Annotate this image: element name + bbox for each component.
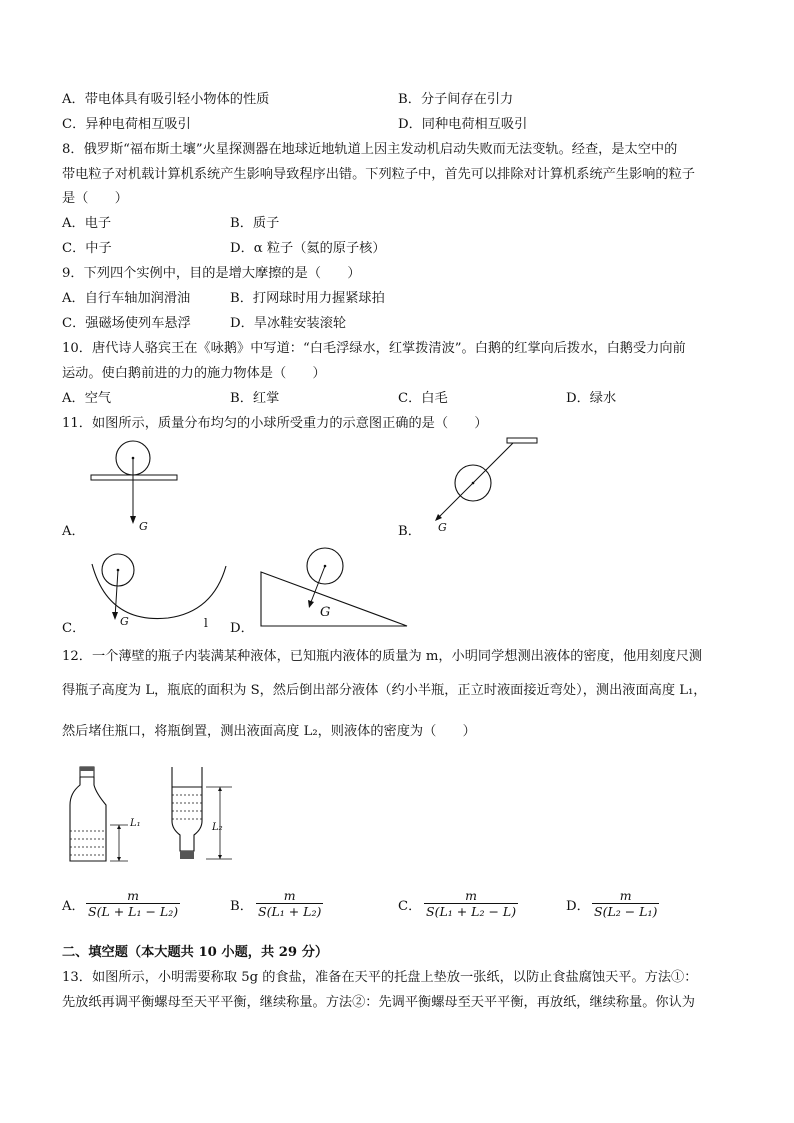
q12-option-c-numerator: m [424, 888, 518, 904]
q12-stem-line1: 12．一个薄壁的瓶子内装满某种液体，已知瓶内液体的质量为 m，小明同学想测出液体的密度，他用刻度尺测 [62, 649, 703, 664]
q13-stem-line2: 先放纸再调平衡螺母至天平平衡，继续称量。方法②：先调平衡螺母至天平平衡，再放纸，继续称量。你认为 [62, 995, 695, 1010]
q11-stem: 11．如图所示，质量分布均匀的小球所受重力的示意图正确的是（ ） [62, 416, 488, 431]
q11-figure-c [88, 546, 233, 626]
q11-d-force-label: G [320, 605, 331, 620]
q12-option-d-denominator: S(L₂ − L₁) [594, 904, 658, 919]
q10-option-d: D．绿水 [566, 391, 617, 406]
q12-option-c-denominator: S(L₁ + L₂ − L) [426, 904, 517, 919]
q12-option-d-fraction [592, 888, 659, 919]
q12-option-d-numerator: m [592, 888, 659, 904]
q11-label-c: C． [62, 621, 86, 636]
q9-option-d: D．旱冰鞋安装滚轮 [230, 316, 347, 331]
q7-option-b: B．分子间存在引力 [398, 92, 514, 107]
q12-option-a-label: A． [62, 899, 85, 914]
q12-option-a-denominator: S(L + L₁ − L₂) [88, 904, 179, 919]
q7-option-a: A．带电体具有吸引轻小物体的性质 [62, 92, 270, 107]
q8-stem-line3: 是（ ） [62, 191, 128, 206]
q8-option-c: C．中子 [62, 241, 112, 256]
q13-stem-line1: 13．如图所示，小明需要称取 5g 的食盐，准备在天平的托盘上垫放一张纸，以防止食盐腐蚀天平。方法①： [62, 970, 698, 985]
q12-stem-line2: 得瓶子高度为 L，瓶底的面积为 S，然后倒出部分液体（约小半瓶，正立时液面接近弯处），测出液面高度 L₁， [62, 683, 707, 698]
q12-option-b-numerator: m [256, 888, 323, 904]
q7-option-c: C．异种电荷相互吸引 [62, 117, 191, 132]
q9-option-a: A．自行车轴加润滑油 [62, 291, 191, 306]
q12-stem-line3: 然后堵住瓶口，将瓶倒置，测出液面高度 L₂，则液体的密度为（ ） [62, 724, 476, 739]
q8-option-d: D．α 粒子（氦的原子核） [230, 241, 386, 256]
q11-label-b: B． [398, 524, 421, 539]
q12-option-b-label: B． [230, 899, 253, 914]
q12-option-c-fraction [424, 888, 518, 919]
q12-option-c-label: C． [398, 899, 422, 914]
q9-option-c: C．强磁场使列车悬浮 [62, 316, 191, 331]
q10-stem-line1: 10．唐代诗人骆宾王在《咏鹅》中写道：“白毛浮绿水，红掌拨清波”。白鹅的红掌向后拨水，白鹅受力向前 [62, 341, 686, 356]
q8-stem-line1: 8．俄罗斯“福布斯土壤”火星探测器在地球近地轨道上因主发动机启动失败而无法变轨。经查，是太空中的 [62, 142, 678, 157]
q12-fig-l2-label: L₂ [212, 822, 223, 833]
q11-label-a: A． [62, 524, 85, 539]
q10-option-b: B．红掌 [230, 391, 280, 406]
q8-option-a: A．电子 [62, 216, 112, 231]
q9-stem: 9．下列四个实例中，目的是增大摩擦的是（ ） [62, 266, 361, 281]
q12-fig-l1-label: L₁ [130, 818, 141, 829]
q11-label-d: D． [230, 621, 254, 636]
q12-option-b-fraction [256, 888, 323, 919]
q12-option-a-fraction [86, 888, 180, 919]
q11-figure-d [255, 544, 415, 630]
q7-option-d: D．同种电荷相互吸引 [398, 117, 528, 132]
q11-stray-mark: l [204, 616, 208, 630]
q8-stem-line2: 带电粒子对机载计算机系统产生影响导致程序出错。下列粒子中，首先可以排除对计算机系统产生影响的粒子 [62, 167, 695, 182]
q12-option-a-numerator: m [86, 888, 180, 904]
section2-heading: 二、填空题（本大题共 10 小题，共 29 分） [62, 945, 329, 960]
q11-b-force-label: G [438, 521, 447, 534]
q8-option-b: B．质子 [230, 216, 280, 231]
q11-c-force-label: G [120, 615, 129, 628]
q12-bottle-upright [62, 765, 152, 865]
q12-option-d-label: D． [566, 899, 590, 914]
q10-stem-line2: 运动。使白鹅前进的力的施力物体是（ ） [62, 366, 326, 381]
q12-option-b-denominator: S(L₁ + L₂) [258, 904, 322, 919]
q9-option-b: B．打网球时用力握紧球拍 [230, 291, 385, 306]
q10-option-c: C．白毛 [398, 391, 448, 406]
q10-option-a: A．空气 [62, 391, 112, 406]
q11-a-force-label: G [139, 520, 148, 533]
q12-bottle-inverted [160, 765, 250, 865]
